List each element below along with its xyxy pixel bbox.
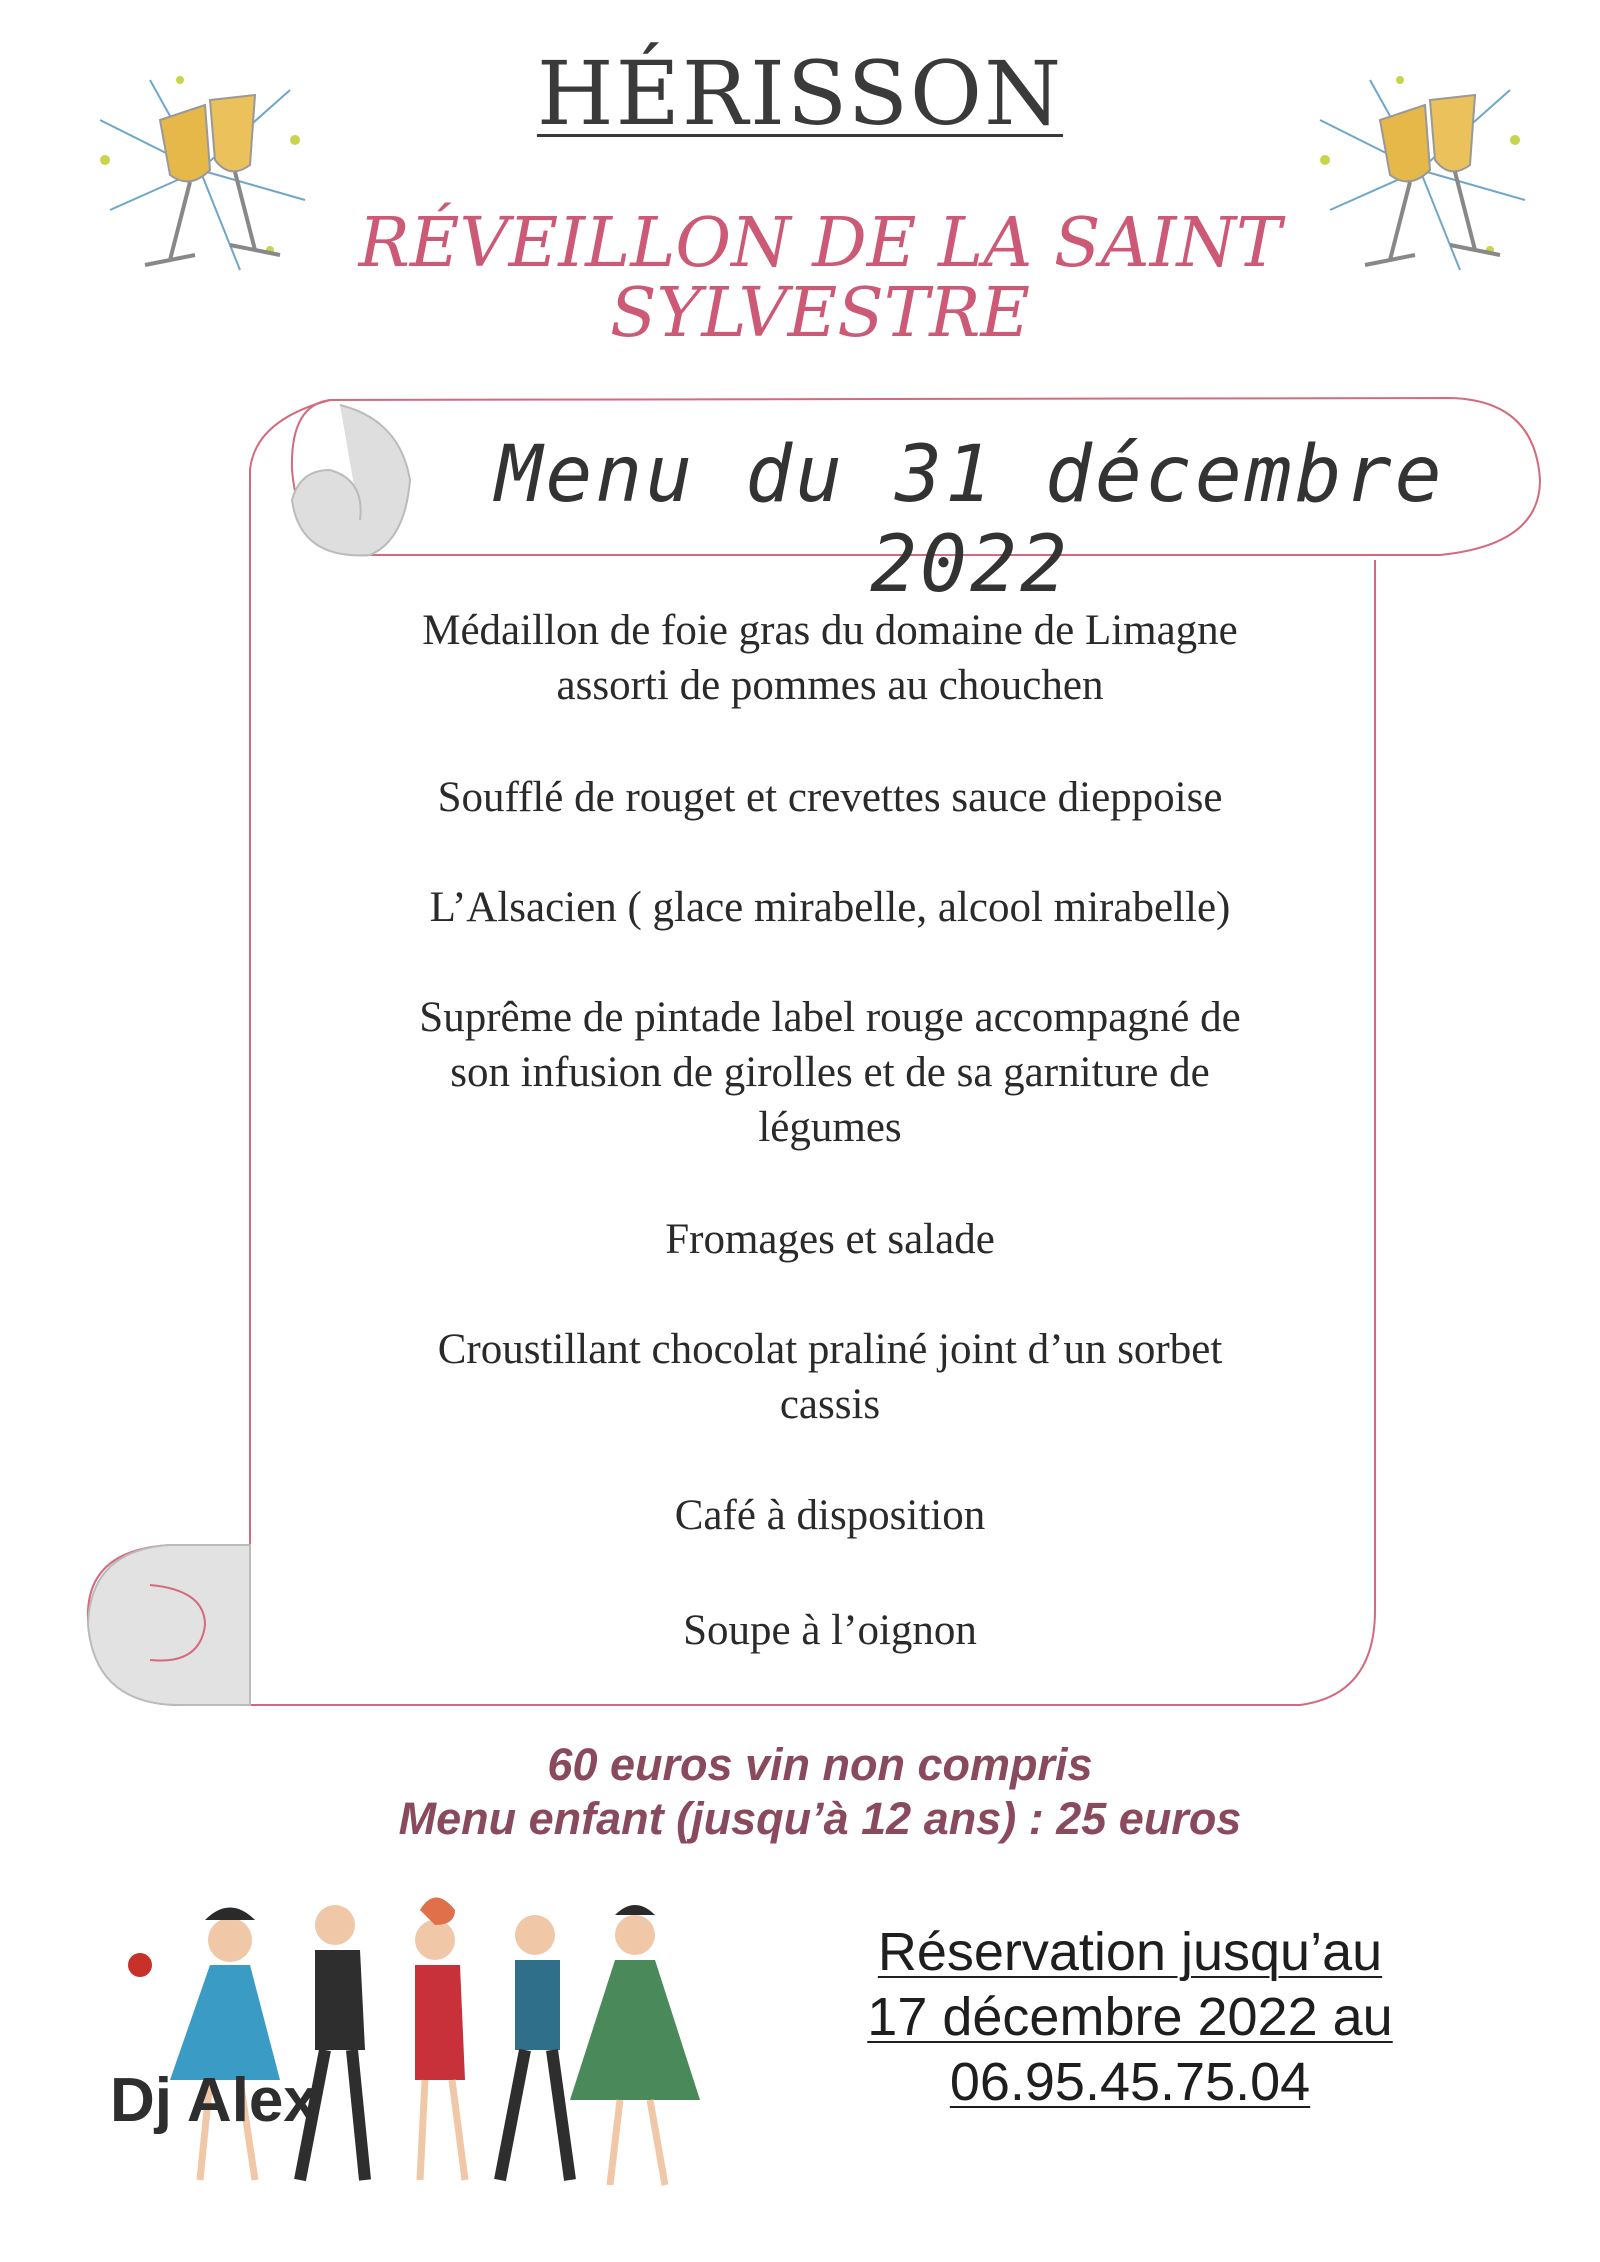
dish-item: Café à disposition (674, 1492, 986, 1539)
reservation-line: Réservation jusqu’au (877, 1922, 1383, 1982)
page-title: HÉRISSON (536, 42, 1064, 145)
reservation-date: 17 décembre 2022 au (867, 1987, 1393, 2047)
dish-item: Suprême de pintade label rouge accompagné de son infusion de girolles et de sa garniture de légumes (419, 994, 1241, 1151)
menu-heading: Menu du 31 décembre 2022 (495, 430, 1445, 610)
dish-item: Croustillant chocolat praliné joint d’un sorbet cassis (437, 1326, 1223, 1428)
event-subtitle: RÉVEILLON DE LA SAINT (358, 204, 1282, 283)
event-subtitle-line2: SYLVESTRE (609, 274, 1031, 353)
child-price: Menu enfant (jusqu’à 12 ans) : 25 euros (398, 1793, 1242, 1844)
dish-item: Soufflé de rouget et crevettes sauce dieppoise (437, 774, 1223, 821)
dancers-illustration (90, 1880, 740, 2210)
dish-item: L’Alsacien ( glace mirabelle, alcool mirabelle) (429, 884, 1231, 931)
reservation-info (820, 1920, 1440, 2115)
phone-number[interactable]: 06.95.45.75.04 (949, 2052, 1311, 2112)
dish-item: Soupe à l’oignon (683, 1607, 977, 1654)
dish-item: Fromages et salade (665, 1216, 995, 1263)
adult-price: 60 euros vin non compris (547, 1739, 1093, 1790)
dj-label: Dj Alex (110, 2066, 318, 2135)
dish-item: Médaillon de foie gras du domaine de Limagne assorti de pommes au chouchen (422, 607, 1238, 709)
